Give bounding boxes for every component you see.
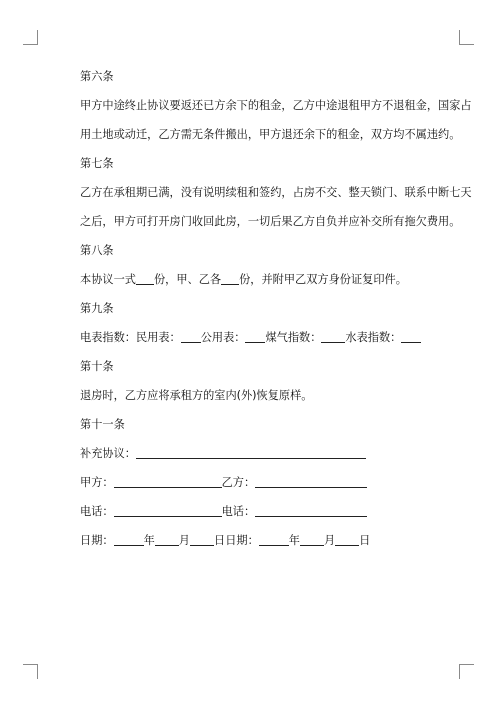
supplement-blank — [136, 446, 366, 459]
article-7-line-2: 之后，甲方可打开房门收回此房，一切后果乙方自负并应补交所有拖欠费用。 — [80, 215, 461, 228]
date-a-day-blank — [190, 533, 214, 546]
crop-mark-top-right — [459, 30, 474, 45]
gas-meter-blank — [321, 330, 345, 343]
article-8-text-3: 份，并附甲乙双方身份证复印件。 — [239, 273, 407, 286]
date-a-year: 年 — [143, 534, 155, 547]
supplement-row — [80, 443, 425, 464]
date-b-year-blank — [259, 533, 289, 546]
date-b-label: 日期： — [225, 534, 259, 547]
date-a-month-blank — [155, 533, 179, 546]
meter-civil-blank — [181, 330, 201, 343]
article-6-line-1: 甲方中途终止协议要返还已方余下的租金，乙方中途退租甲方不退租金，国家占 — [80, 99, 472, 112]
article-9-text — [80, 327, 425, 348]
date-b-day: 日 — [359, 534, 371, 547]
article-6-heading: 第六条 — [80, 70, 114, 83]
date-a-year-blank — [114, 533, 144, 546]
water-meter-blank — [401, 330, 421, 343]
article-10-line-1: 退房时，乙方应将承租方的室内(外)恢复原样。 — [80, 389, 313, 402]
article-8-heading: 第八条 — [80, 244, 114, 257]
phone-a-label: 电话： — [80, 505, 114, 518]
article-7-line-1: 乙方在承租期已满，没有说明续租和签约，占房不交、整天锁门、联系中断七天 — [80, 186, 472, 199]
phone-b-label: 电话： — [221, 505, 256, 518]
crop-mark-top-left — [23, 30, 38, 45]
gas-meter-label: 煤气指数： — [265, 331, 322, 344]
article-10-heading: 第十条 — [80, 360, 114, 373]
phone-b-blank — [255, 504, 367, 517]
supplement-label: 补充协议： — [80, 447, 136, 460]
date-a-day: 日 — [213, 534, 226, 547]
copies-each-blank — [221, 272, 239, 285]
water-meter-label: 水表指数： — [345, 331, 402, 344]
party-a-blank — [114, 475, 222, 488]
date-row — [80, 530, 425, 551]
article-8-text-1: 本协议一式 — [80, 273, 136, 286]
crop-mark-bottom-left — [23, 664, 38, 679]
party-b-label: 乙方： — [221, 476, 256, 489]
article-8-text-2: 份，甲、乙各 — [153, 273, 222, 286]
meter-public-label: 公用表： — [200, 331, 246, 344]
phone-row — [80, 501, 425, 522]
copies-total-blank — [136, 272, 154, 285]
article-8-text — [80, 269, 425, 290]
date-b-month-blank — [300, 533, 324, 546]
date-a-label: 日期： — [80, 534, 114, 547]
date-b-year: 年 — [288, 534, 300, 547]
date-b-month: 月 — [323, 534, 336, 547]
document-body — [80, 66, 472, 551]
party-b-blank — [255, 475, 367, 488]
party-a-label: 甲方： — [80, 476, 114, 489]
article-6-line-2: 用土地或动迁，乙方需无条件搬出，甲方退还余下的租金，双方均不属违约。 — [80, 128, 461, 141]
date-a-month: 月 — [178, 534, 190, 547]
date-b-day-blank — [335, 533, 359, 546]
article-7-heading: 第七条 — [80, 157, 114, 170]
phone-a-blank — [114, 504, 222, 517]
crop-mark-bottom-right — [459, 664, 474, 679]
party-row — [80, 472, 425, 493]
article-11-heading: 第十一条 — [80, 418, 125, 431]
meter-civil-label: 电表指数：民用表： — [80, 331, 181, 344]
article-9-heading: 第九条 — [80, 302, 114, 315]
meter-public-blank — [245, 330, 265, 343]
